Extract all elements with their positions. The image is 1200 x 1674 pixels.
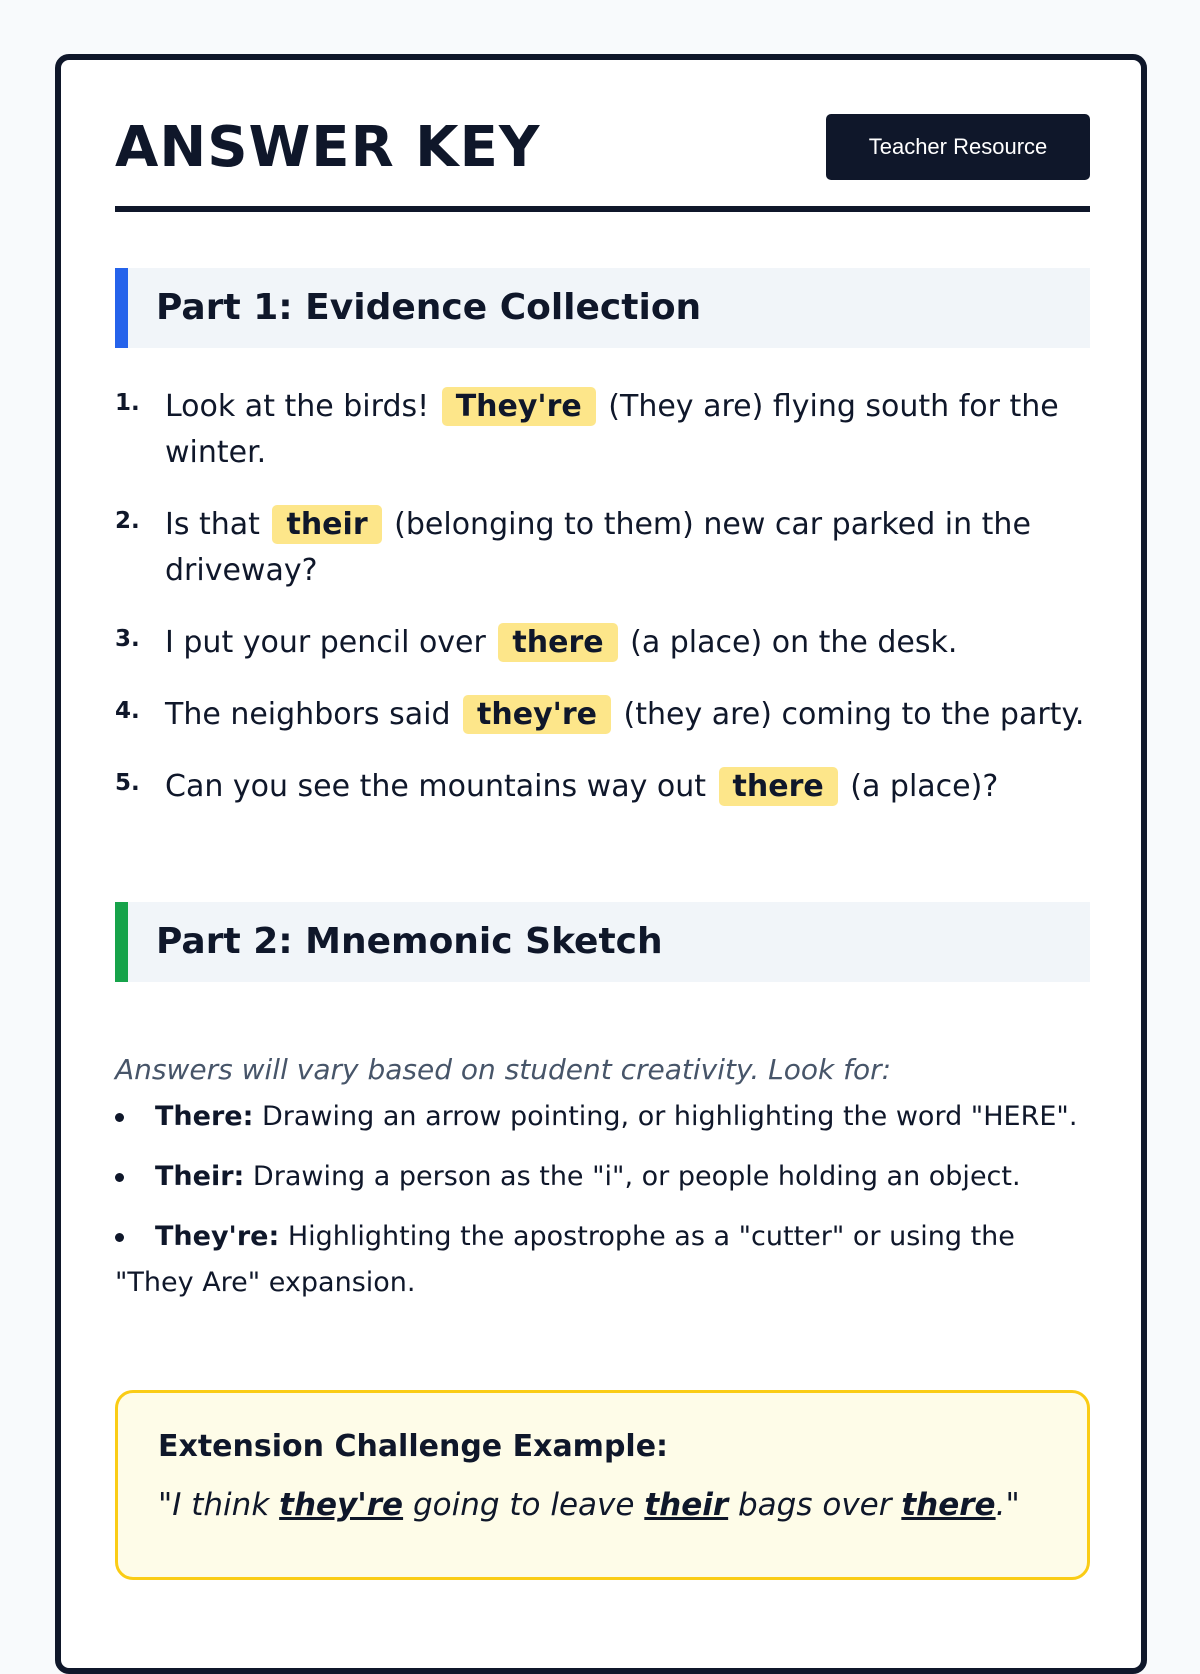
page-title: ANSWER KEY bbox=[115, 115, 541, 180]
quote-middle: going to leave bbox=[412, 1487, 635, 1523]
item-text bbox=[165, 502, 1090, 594]
sentence-end: (they are) coming to the party. bbox=[623, 697, 1085, 732]
list-item bbox=[115, 502, 1090, 594]
item-text bbox=[165, 620, 1090, 666]
extension-challenge-box bbox=[115, 1390, 1090, 1580]
list-item bbox=[115, 384, 1090, 476]
part1-heading: Part 1: Evidence Collection bbox=[115, 268, 1090, 348]
list-item bbox=[115, 692, 1090, 738]
keyword-theyre: they're bbox=[279, 1487, 404, 1523]
keyword-their: their bbox=[644, 1487, 729, 1523]
page-header bbox=[115, 112, 1090, 212]
list-item bbox=[115, 1154, 1090, 1200]
item-text bbox=[165, 764, 1090, 810]
bullet-term: There: bbox=[155, 1101, 254, 1132]
item-number: 1. bbox=[115, 390, 140, 416]
list-item bbox=[115, 620, 1090, 666]
teacher-resource-badge: Teacher Resource bbox=[826, 114, 1090, 180]
answer-highlight: their bbox=[272, 505, 381, 544]
sentence-start: The neighbors said bbox=[165, 697, 451, 732]
item-number: 3. bbox=[115, 626, 140, 652]
item-number: 5. bbox=[115, 770, 140, 796]
item-number: 2. bbox=[115, 508, 140, 534]
bullet-term: Their: bbox=[155, 1161, 245, 1192]
extension-example-sentence bbox=[158, 1482, 1087, 1528]
quote-end: ." bbox=[995, 1487, 1020, 1523]
list-item bbox=[115, 1214, 1090, 1306]
sentence-end: (a place)? bbox=[850, 769, 999, 804]
item-text bbox=[165, 692, 1090, 738]
item-number: 4. bbox=[115, 698, 140, 724]
evidence-list bbox=[115, 384, 1090, 836]
answer-highlight: there bbox=[719, 767, 838, 806]
instructions-note: Answers will vary based on student creativity. Look for: bbox=[115, 1053, 892, 1086]
sentence-start: I put your pencil over bbox=[165, 625, 486, 660]
bullet-text: Highlighting the apostrophe as a "cutter" or using the "They Are" expansion. bbox=[115, 1221, 1015, 1298]
quote-start: "I think bbox=[158, 1487, 270, 1523]
criteria-list bbox=[115, 1094, 1090, 1320]
sentence-end: (belonging to them) new car parked in the driveway? bbox=[165, 507, 1031, 588]
sentence-end: (They are) flying south for the winter. bbox=[165, 389, 1059, 470]
keyword-there: there bbox=[901, 1487, 996, 1523]
extension-title: Extension Challenge Example: bbox=[158, 1429, 669, 1464]
answer-highlight: They're bbox=[442, 387, 596, 426]
list-item bbox=[115, 1094, 1090, 1140]
sentence-start: Is that bbox=[165, 507, 260, 542]
bullet-term: They're: bbox=[155, 1221, 280, 1252]
sentence-start: Look at the birds! bbox=[165, 389, 430, 424]
item-text bbox=[165, 384, 1090, 476]
list-item bbox=[115, 764, 1090, 810]
sentence-end: (a place) on the desk. bbox=[630, 625, 958, 660]
bullet-text: Drawing a person as the "i", or people holding an object. bbox=[252, 1161, 1021, 1192]
answer-highlight: there bbox=[498, 623, 617, 662]
sentence-start: Can you see the mountains way out bbox=[165, 769, 706, 804]
answer-highlight: they're bbox=[463, 695, 611, 734]
part2-heading: Part 2: Mnemonic Sketch bbox=[115, 902, 1090, 982]
quote-middle: bags over bbox=[738, 1487, 892, 1523]
bullet-text: Drawing an arrow pointing, or highlighting the word "HERE". bbox=[261, 1101, 1078, 1132]
